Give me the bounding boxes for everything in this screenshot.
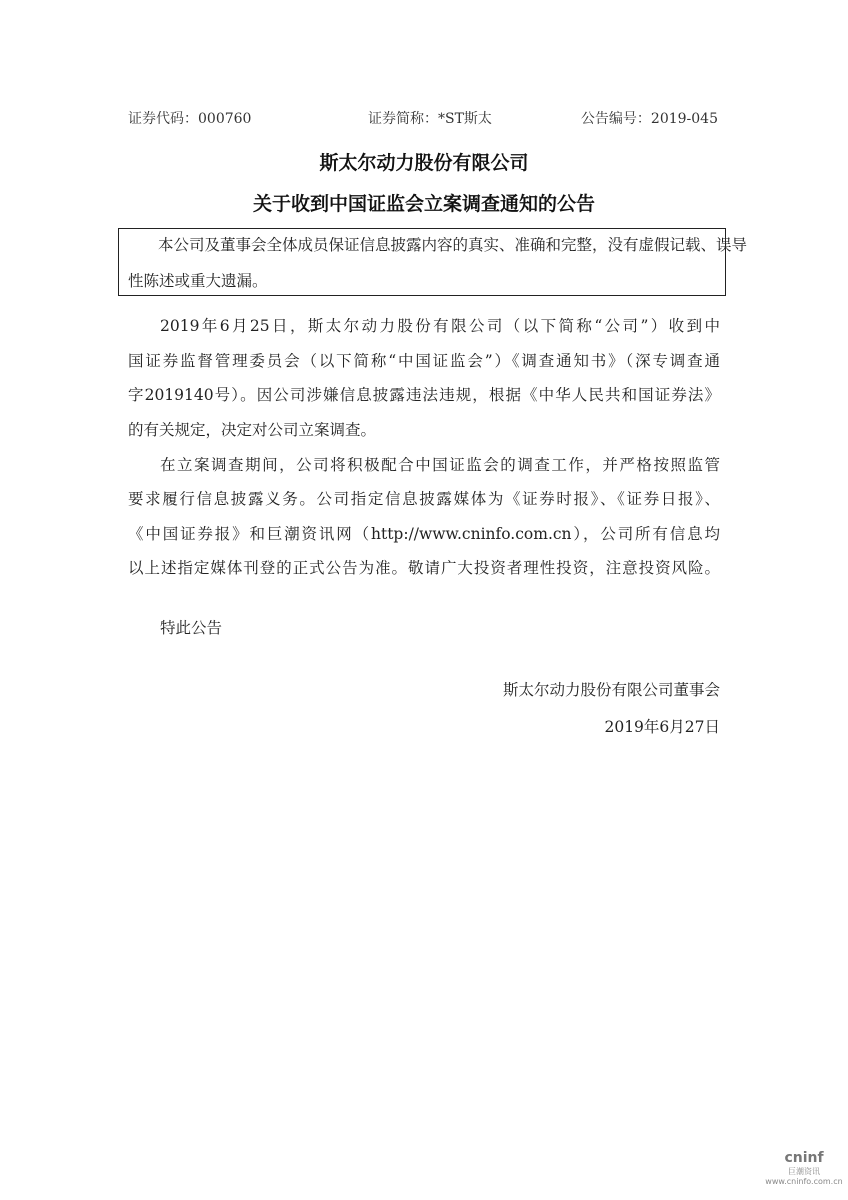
paragraph1-line: 字2019140号）。因公司涉嫌信息披露违法违规，根据《中华人民共和国证券法》 (128, 386, 720, 404)
logo-cn: 巨潮资讯 (788, 1167, 820, 1176)
notice-title: 关于收到中国证监会立案调查通知的公告 (252, 193, 595, 215)
closing-text: 特此公告 (160, 619, 223, 637)
paragraph2-line: 以上述指定媒体刊登的正式公告为准。敬请广大投资者理性投资，注意投资风险。 (128, 559, 720, 577)
notice-number: 公告编号：2019-045 (580, 111, 718, 127)
disclaimer-line: 本公司及董事会全体成员保证信息披露内容的真实、准确和完整，没有虚假记载、误导 (158, 236, 748, 254)
cninfo-watermark-logo (760, 1150, 848, 1186)
logo-url: www.cninfo.com.cn (765, 1177, 843, 1186)
logo-brand: cninf (784, 1150, 824, 1166)
signature-date: 2019年6月27日 (604, 718, 720, 736)
stock-short-name: 证券简称：*ST斯太 (368, 111, 492, 127)
paragraph2-line: 要求履行信息披露义务。公司指定信息披露媒体为《证券时报》、《证券日报》、 (128, 490, 720, 508)
paragraph2-line: 在立案调查期间，公司将积极配合中国证监会的调查工作，并严格按照监管 (160, 456, 720, 474)
paragraph2-line: 《中国证券报》和巨潮资讯网（http://www.cninfo.com.cn），公司所有信息均 (128, 525, 720, 543)
disclaimer-line: 性陈述或重大遗漏。 (128, 272, 268, 290)
paragraph1-line: 国证券监督管理委员会（以下简称“中国证监会”）《调查通知书》（深专调查通 (128, 352, 720, 370)
paragraph1-line: 的有关规定，决定对公司立案调查。 (128, 421, 377, 439)
document-header (128, 108, 718, 128)
stock-code: 证券代码：000760 (128, 111, 252, 127)
paragraph1-line: 2019年6月25日，斯太尔动力股份有限公司（以下简称“公司”）收到中 (160, 317, 720, 335)
signature-board: 斯太尔动力股份有限公司董事会 (502, 681, 720, 699)
company-title: 斯太尔动力股份有限公司 (319, 152, 529, 174)
